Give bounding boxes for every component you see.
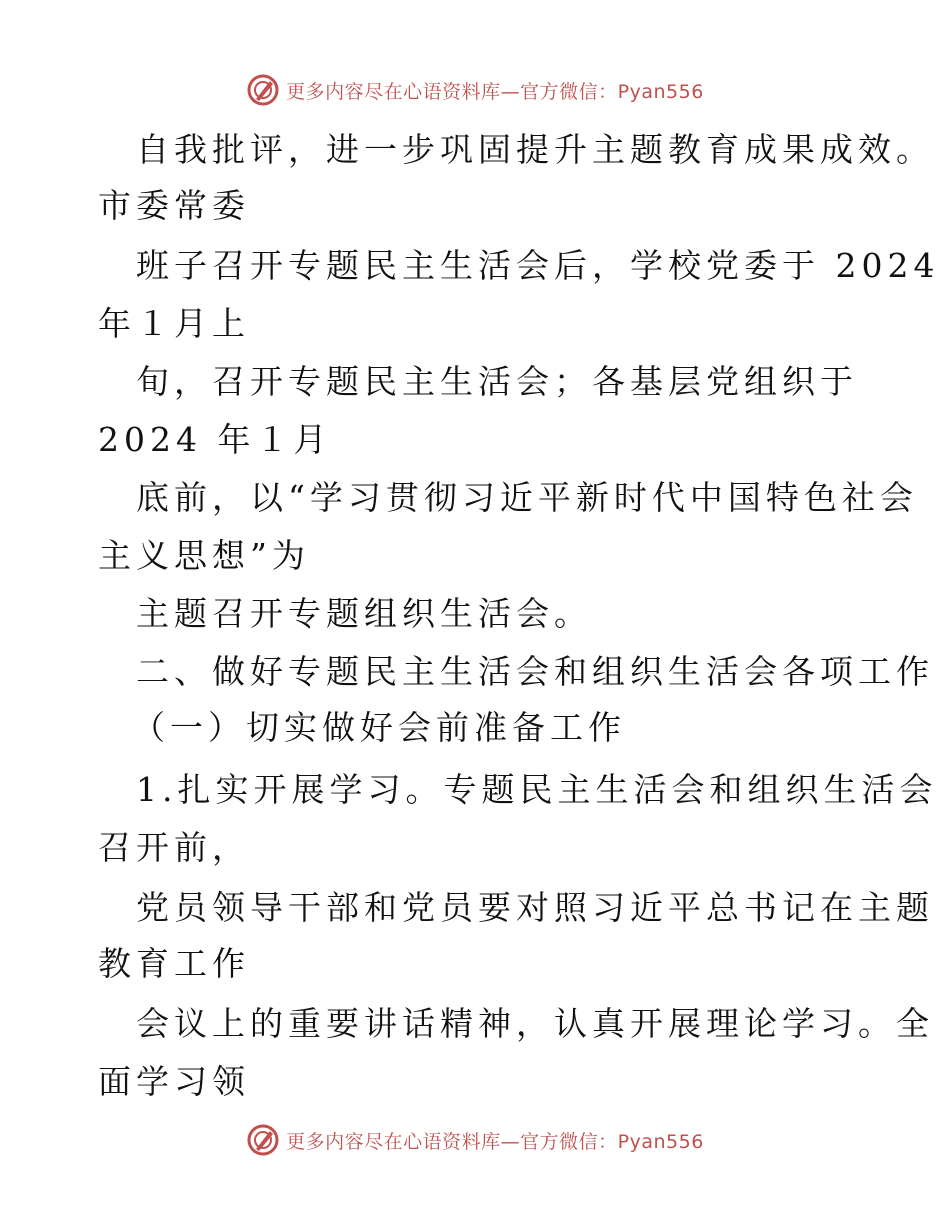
watermark-text: 更多内容尽在心语资料库—官方微信：Pyan556 [286,1130,704,1153]
text-line: 1.扎实开展学习。专题民主生活会和组织生活会 [136,770,938,809]
text-line: 2024 年１月 [98,420,332,459]
text-line: 旬，召开专题民主生活会；各基层党组织于 [136,362,858,401]
header-watermark [0,70,950,110]
section-heading: 二、做好专题民主生活会和组织生活会各项工作 [136,652,934,691]
text-line: 底前，以“学习贯彻习近平新时代中国特色社会 [136,478,918,517]
text-line: 班子召开专题民主生活会后，学校党委于 2024 [136,246,940,285]
text-line: 召开前， [98,828,250,867]
text-line: 面学习领 [98,1062,250,1101]
subsection-heading: （一）切实做好会前准备工作 [132,708,626,747]
text-line: 教育工作 [98,944,250,983]
text-line: 主题召开专题组织生活会。 [136,594,592,633]
text-line: 自我批评，进一步巩固提升主题教育成果成效。 [136,130,934,169]
watermark-text: 更多内容尽在心语资料库—官方微信：Pyan556 [286,80,704,103]
text-line: 会议上的重要讲话精神，认真开展理论学习。全 [136,1004,934,1043]
text-line: 市委常委 [98,186,250,225]
pen-logo-icon [246,73,280,107]
pen-logo-icon [246,1123,280,1157]
text-line: 年１月上 [98,304,250,343]
footer-watermark [0,1120,950,1160]
text-line: 党员领导干部和党员要对照习近平总书记在主题 [136,888,934,927]
text-line: 主义思想”为 [98,536,310,575]
